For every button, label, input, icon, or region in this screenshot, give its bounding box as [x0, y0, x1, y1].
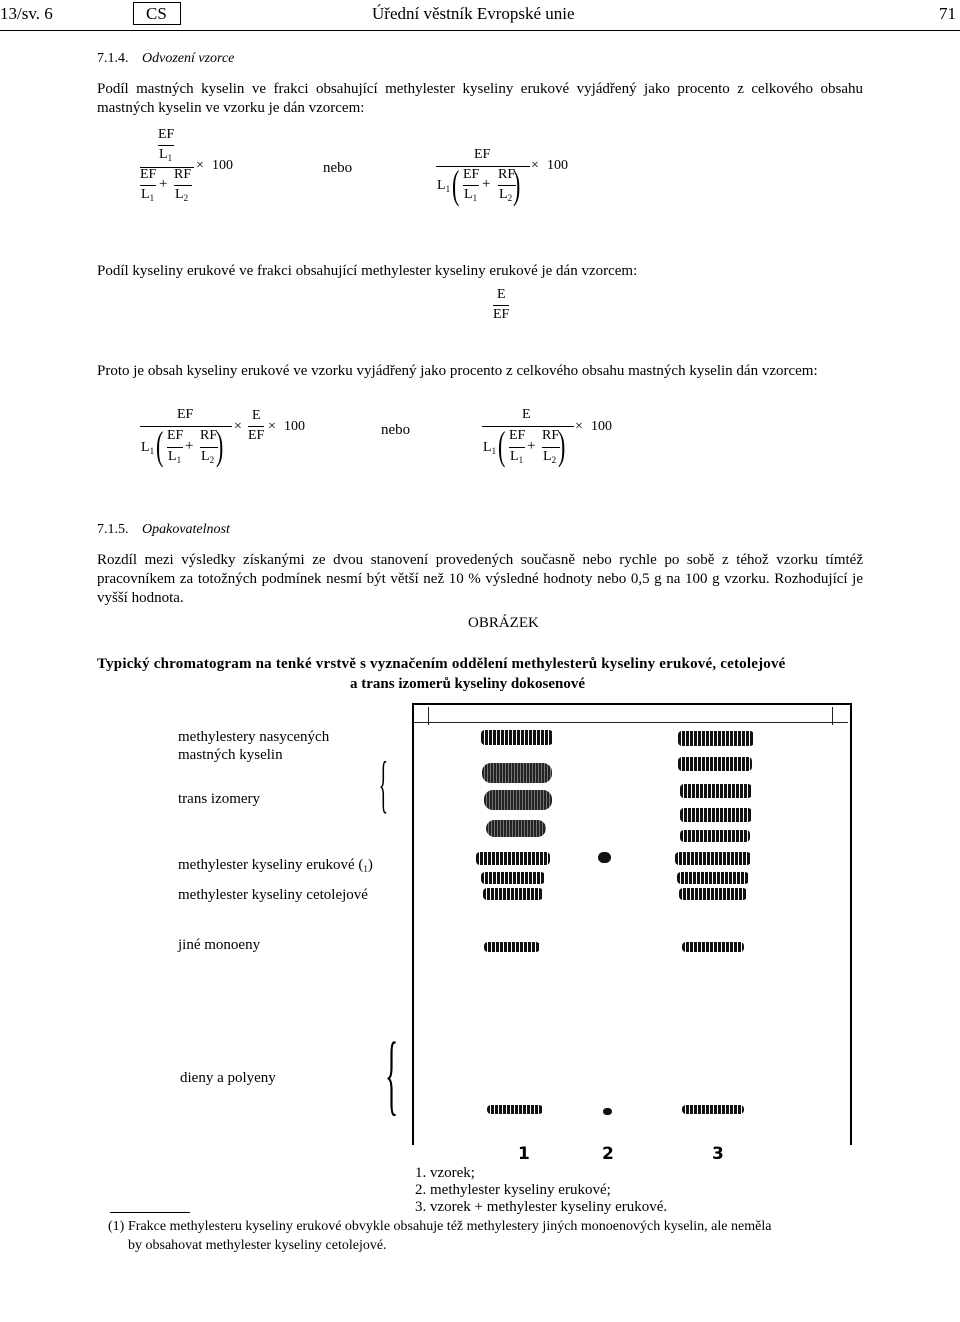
brace-dienes: {: [385, 1025, 399, 1124]
label-cetoleic: methylester kyseliny cetolejové: [178, 887, 368, 903]
paragraph-repeatability: Rozdíl mezi výsledky získanými ze dvou stanovení provedených současně nebo rychle po sobě z téhož vzorku tímtéž pracovníkem za totožných podmínek nesmí být větší než 10 % výsledné hodnoty nebo 0,5 g na 100 g vzorku. Rozhodující je vyšší hodnota.: [97, 552, 863, 606]
f1r-ef-top: EF: [474, 147, 491, 162]
figure-caption-line1: Typický chromatogram na tenké vrstvě s vyznačením oddělení methylesterů kyseliny erukové, cetolejové: [97, 656, 786, 672]
paragraph-erucic-share: Podíl kyseliny erukové ve frakci obsahující methylester kyseliny erukové je dán vzorcem:: [97, 263, 638, 279]
f1r-plus: +: [482, 176, 491, 192]
brace-trans: {: [378, 748, 388, 819]
lane3-band-saturated: [678, 731, 754, 746]
lane1-band-cetoleic-1: [481, 872, 545, 884]
f3r-l1b: $L_1$: [510, 449, 524, 465]
lane3-band-cetoleic-2: [679, 888, 747, 900]
plate-front-line: [414, 722, 848, 723]
f1r-l1b: $L_1$: [464, 187, 478, 203]
f3r-plus: +: [527, 438, 536, 454]
label-erucic: methylester kyseliny erukové $(_1)$: [178, 857, 373, 874]
f1-times: ×: [196, 158, 204, 173]
section-number-715: 7.1.5.: [97, 522, 129, 537]
header-language-box: [133, 2, 181, 25]
section-number-714: 7.1.4.: [97, 51, 129, 66]
f3-l2: $L_2$: [201, 449, 215, 465]
footnote-marker: (1): [108, 1219, 125, 1234]
label-monoenes: jiné monoeny: [178, 937, 261, 953]
lane3-band-trans-3: [680, 808, 752, 822]
f3r-ef: EF: [509, 428, 526, 443]
lane3-band-trans-1: [678, 757, 752, 771]
figure-caption-line2: a trans izomerů kyseliny dokosenové: [350, 676, 586, 692]
f3-rf: RF: [200, 428, 218, 443]
f3-plus: +: [185, 438, 194, 454]
f1r-l2: $L_2$: [499, 187, 513, 203]
label-trans: trans izomery: [178, 791, 261, 807]
f1-ef-bottom: EF: [140, 167, 157, 182]
f3r-l1: $L_1$: [483, 440, 497, 456]
f3-times-2: ×: [268, 419, 276, 434]
f3-times: ×: [234, 419, 242, 434]
lane1-band-trans-1: [482, 763, 552, 783]
f1-hundred: 100: [212, 158, 233, 173]
lane1-band-erucic: [476, 852, 550, 865]
footnote-line2: by obsahovat methylester kyseliny cetolejové.: [128, 1238, 387, 1253]
legend-item-2: 2. methylester kyseliny erukové;: [415, 1182, 611, 1198]
f1r-ef: EF: [463, 167, 480, 182]
f1r-rf: RF: [498, 167, 516, 182]
header-journal: Úřední věstník Evropské unie: [372, 4, 575, 23]
f2-e: E: [497, 287, 506, 302]
f3r-hundred: 100: [591, 419, 612, 434]
header-page: 71: [939, 4, 956, 23]
legend-item-3: 3. vzorek + methylester kyseliny erukové.: [415, 1199, 668, 1215]
f3-ef-top: EF: [177, 407, 194, 422]
lane3-band-trans-4: [680, 830, 750, 842]
f1r-times: ×: [531, 158, 539, 173]
lane-number-2: 2: [602, 1144, 614, 1164]
legend-item-1: 1. vzorek;: [415, 1165, 475, 1181]
label-saturated-1: methylestery nasycených: [178, 729, 330, 745]
footnote-rule: [110, 1212, 190, 1213]
header-language: CS: [146, 4, 167, 23]
f3r-l2: $L_2$: [543, 449, 557, 465]
f1-ef-top: EF: [158, 127, 175, 142]
lane3-band-trans-2: [680, 784, 752, 798]
formula-or-2: nebo: [381, 422, 411, 438]
lane1-band-monoenes: [484, 942, 540, 952]
f1r-l1: $L_1$: [437, 178, 451, 194]
f3r-rf: RF: [542, 428, 560, 443]
f3-ef-b: EF: [248, 428, 265, 443]
f1-l1-bottom: $L_1$: [141, 187, 155, 203]
f1r-hundred: 100: [547, 158, 568, 173]
label-saturated-2: mastných kyselin: [178, 747, 283, 763]
f1-rf: RF: [174, 167, 192, 182]
figure-label: OBRÁZEK: [468, 615, 539, 631]
lane3-band-dienes: [682, 1105, 744, 1114]
f2-ef: EF: [493, 307, 510, 322]
section-title-715: Opakovatelnost: [142, 522, 230, 537]
lane-number-1: 1: [518, 1144, 530, 1164]
footnote-line1: Frakce methylesteru kyseliny erukové obvykle obsahuje též methylestery jiných monoenových kyselin, ale neměla: [128, 1219, 772, 1234]
f3-hundred: 100: [284, 419, 305, 434]
lane1-band-dienes: [487, 1105, 543, 1114]
lane1-band-cetoleic-2: [483, 888, 543, 900]
tlc-plate: [412, 703, 852, 1145]
f3-ef: EF: [167, 428, 184, 443]
lane1-band-trans-2: [484, 790, 552, 810]
f3r-times: ×: [575, 419, 583, 434]
lane2-band-spot: [603, 1108, 612, 1115]
f1-l1-top: $L_1$: [159, 147, 173, 163]
f3-e: E: [252, 408, 261, 423]
lane3-band-erucic: [675, 852, 751, 865]
lane3-band-cetoleic-1: [677, 872, 749, 884]
lane1-band-trans-3: [486, 820, 546, 837]
f1-plus: +: [159, 176, 168, 192]
lane3-band-monoenes: [682, 942, 744, 952]
section-title-714: Odvození vzorce: [142, 51, 235, 66]
header-rule: [0, 30, 960, 31]
lane-number-3: 3: [712, 1144, 724, 1164]
f1-l2: $L_2$: [175, 187, 189, 203]
lane2-band-erucic: [598, 852, 611, 863]
f3-l1b: $L_1$: [168, 449, 182, 465]
formula-or-1: nebo: [323, 160, 353, 176]
lane1-band-saturated: [481, 730, 553, 745]
paragraph-fraction-share: Podíl mastných kyselin ve frakci obsahující methylester kyseliny erukové vyjádřený jako procento z celkového obsahu mastných kyselin ve vzorku je dán vzorcem:: [97, 81, 863, 116]
label-dienes: dieny a polyeny: [180, 1070, 276, 1086]
paragraph-erucic-content: Proto je obsah kyseliny erukové ve vzorku vyjádřený jako procento z celkového obsahu mastných kyselin dán vzorcem:: [97, 363, 818, 379]
header-issue: 13/sv. 6: [0, 4, 53, 23]
f3-l1: $L_1$: [141, 440, 155, 456]
f3r-e: E: [522, 407, 531, 422]
